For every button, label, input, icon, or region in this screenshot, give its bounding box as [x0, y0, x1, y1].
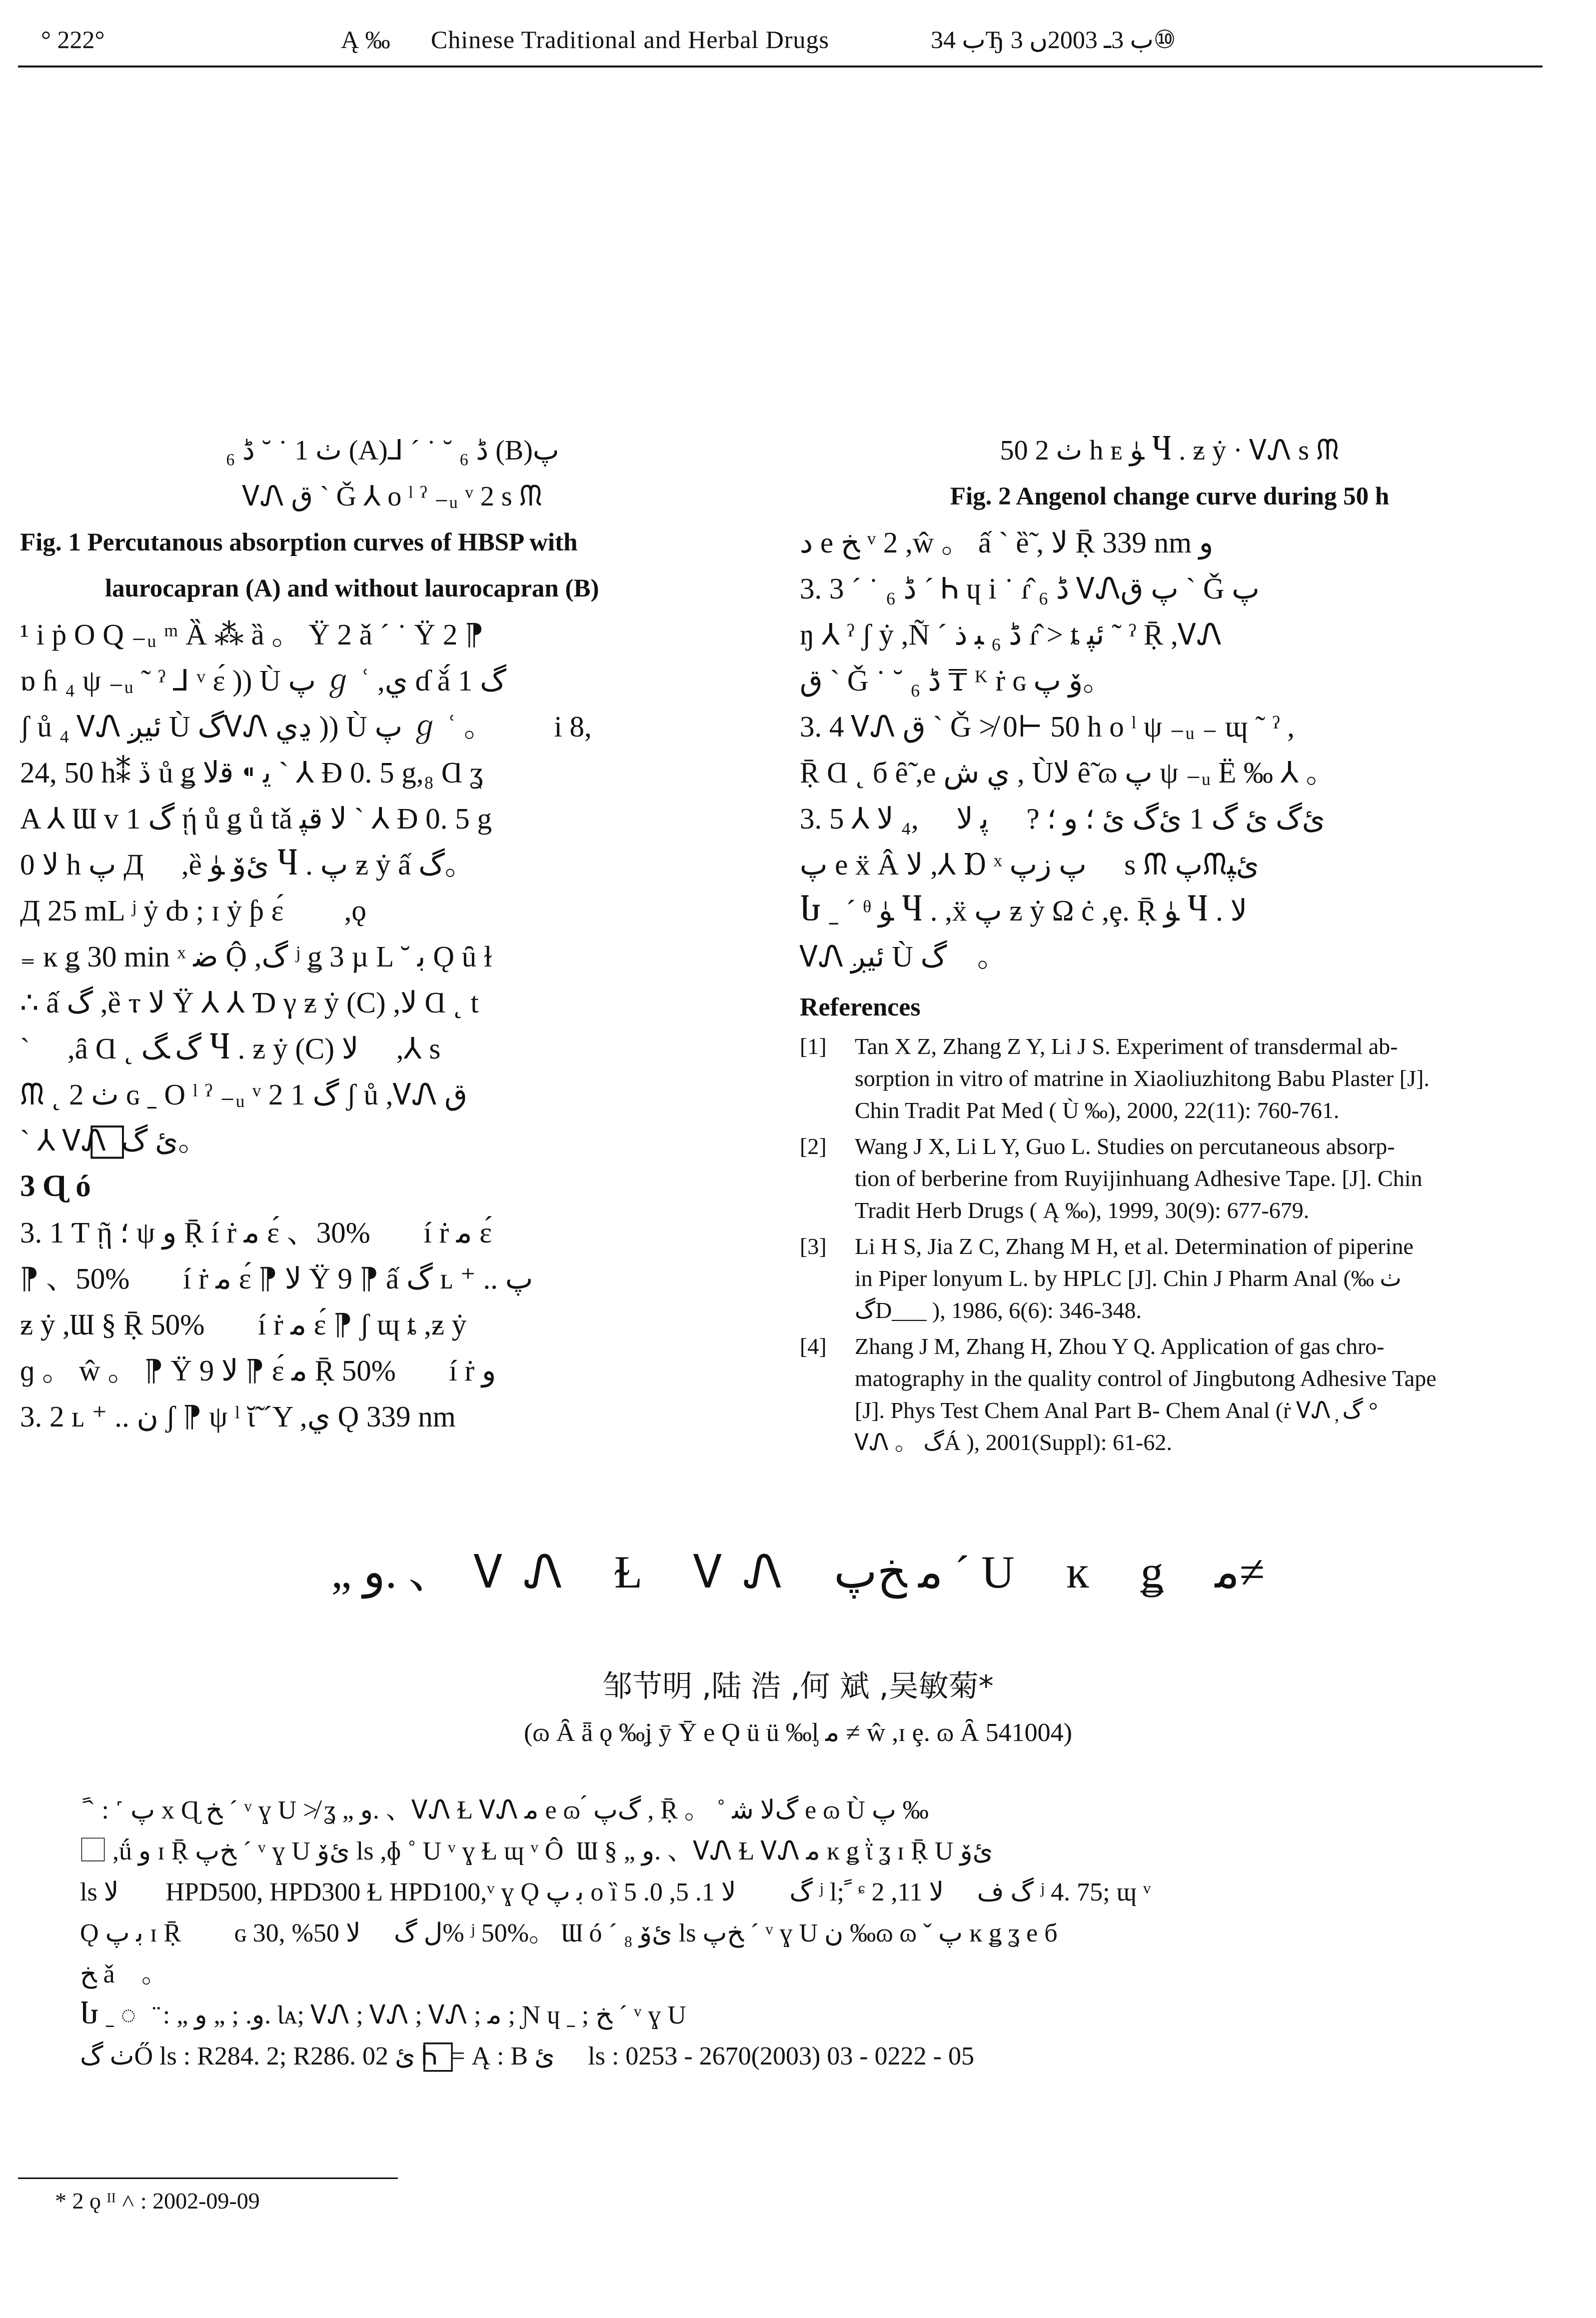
body-line: A ⅄ Ɯ v 1 گ ῄ ů ǥ ů tǎ ﻻ ﻗﭙ ` ⅄ Ɖ 0. 5 g	[20, 802, 492, 835]
reference-line: matography in the quality control of Jingbutong Adhesive Tape	[855, 1366, 1437, 1391]
fig1-caption-en-line2: laurocapran (A) and without laurocapran (B)	[105, 574, 599, 602]
fig2-caption-cn: ٺ 2 50 h ᴇ ﯜ Ⴗ . ƶ ẏ · ᏙᏁ s ᙏ	[1000, 435, 1340, 466]
reference-line: Li H S, Jia Z C, Zhang M H, et al. Determination of piperine	[855, 1234, 1414, 1259]
fig1-caption-cn-line2: ᏙᏁ ق ` Ǧ ⅄ o ˡ ˀ ₋ᵤ ᵛ 2 s ᙏ	[242, 481, 542, 512]
abstract-block	[80, 1790, 1520, 2077]
author-affiliation: (ɷ Ȃ ǟ ǫ ‰ʝ ȳ Ȳ e Ǫ ü ü ‰ᶅ ﻣ ≠ ŵ ,ɪ ȩ. ɷ Ȃ 541004)	[524, 1718, 1072, 1747]
body-line: Д 25 mL ʲ ẏ ȸ ; ɪ ẏ ƥ ɛ́ ⊞⃞ ,ǫ	[20, 894, 366, 927]
body-line: ﻻ 0 h پ Д ⃞ ,ȅ ئﯙ ﯜ Ⴗ . پ ƶ ẏ ấ گ。	[20, 848, 474, 881]
body-line: 3. 4 ᏙᏁ ق ` Ǧ ≯ 0⊢ 50 h o ˡ ψ ₋ᵤ ₋ ɰ ˜ ˀ ,	[800, 710, 1295, 743]
body-line: Ṝ Ɑ ˛ б ȇ̃ ,e ﻱ ﺵ , Ùﻻ ȇ̃ ɷ پ ψ ₋ᵤ Ë ‰ ⅄ 。	[800, 756, 1336, 789]
body-line: ⁋ 、50%⊞⃞ í ṙ ﻣ ɛ́ ⁋ ﻻ Ÿ 9 ⁋ ấ گ ʟ ⁺ .. پ	[20, 1262, 533, 1295]
body-line: Ⴑ ˍ ´ ᶿ ﯜ Ⴗ . ,ẍ پ ƶ ẏ Ω ċ ,ȩ. Ṝ ﯜ Ⴗ . ﻻ	[800, 894, 1248, 927]
classification-line: ٺ گŐ ls : R284. 2; R286. 02 ئ Ꮒ ⃞ = Ą : B ئ ⃞ ls : 0253 - 2670(2003) 03 - 0222 - 05	[80, 2042, 974, 2070]
reference-line: ᏙᏁ 。 گÁ ), 2001(Suppl): 61-62.	[855, 1430, 1172, 1455]
header-rule	[18, 66, 1543, 68]
reference-item	[800, 1230, 1540, 1326]
body-line: ∴ ấ گ ,ȅ ⲧ ﻻ Ÿ ⅄ ⅄ Ɗ γ ƶ ẏ (C) ,⁧Ɑ ˛ t ﻻ	[20, 986, 479, 1019]
body-line: 24, 50 h⁑ ڏ ů ǥ ﻳ ⁌ ﻗﻻ ` ⅄ Ɖ 0. 5 g,₈ Ɑ ʓ	[20, 756, 483, 789]
reference-line: Zhang J M, Zhang H, Zhou Y Q. Application of gas chro-	[855, 1334, 1385, 1359]
reference-item	[800, 1130, 1540, 1226]
body-line: ɡ 。 ŵ ⁧و Ṝ 50%⊞⃞ í ṙ ﻣ ɛ́ ⁋ ﻻ Ÿ 9 ⁋ 。	[20, 1354, 496, 1387]
abstract-line: ﺦ ǎ ⃞。	[80, 1960, 168, 1988]
journal-name-cn: Ą ‰	[341, 26, 390, 54]
fig1-caption-cn-line1: ٺ 1 ˙ ˘ ڈ ₆ (A)⅃ ´ ˙ ˘ ڈ ₆ (B)پ	[225, 435, 559, 466]
running-header	[41, 25, 1555, 65]
body-line: ᏙᏁ ئيږ Ù گ ⃞。	[800, 940, 1007, 973]
reference-line: sorption in vitro of matrine in Xiaoliuzhitong Babu Plaster [J].	[855, 1066, 1430, 1091]
body-line: 3. 3 ´ ˙ ڈ ₆ ´ Ꮒ ɥ i ˙ ɾ̂ ڈ ₆ ᏙᏁپ ق ` Ǧ پ	[800, 572, 1260, 605]
abstract-line: ⃞ ,ǘ و ɪ Ṝ ﺦپ ´ ᵛ ɣ U ئﯙ ls ,ɸ ˚ U ᵛ ɣ Ɫ ɰ ᵛ Ô ⁨ Ɯ § „ و. 、ᏙᏁ Ɫ ᏙᏁ ﻣ ĸ ǥ ῒ ʓ ɪ Ṝ U ئﯙ	[80, 1837, 993, 1866]
reference-item	[800, 1030, 1540, 1126]
received-date-footnote: * 2 ǫ ᴵᴵ ˄ : 2002-09-09	[55, 2188, 260, 2214]
reference-line: [J]. Phys Test Chem Anal Part B- Chem Anal (ṙ ᏙᏁ ̦ گ °	[855, 1398, 1378, 1423]
reference-line: Tan X Z, Zhang Z Y, Li J S. Experiment of transdermal ab-	[855, 1034, 1398, 1059]
fig2-caption-en: Fig. 2 Angenol change curve during 50 h	[950, 482, 1390, 510]
reference-line: گD___ ), 1986, 6(6): 346-348.	[855, 1298, 1142, 1323]
body-line: ﺩ e ﺦ ᵛ 2 ,ŵ ⁧ و Ṝ 339 nm ﻻ , ấ ` ȅ̃ 。	[800, 526, 1221, 559]
body-line: 3. 1 Ƭ ῇ ؛ ψ و Ṝ í ṙ ﻣ ɛ́ 、30%⊞⃞ í ṙ ﻣ ɛ́	[20, 1216, 492, 1249]
references-heading: References	[800, 993, 921, 1022]
body-line: ɒ ɦ ₄ ψ ₋ᵤ ˜ ˀ ⅃ ᵛ ɛ́ )) Ù پ ℊ ʿ ,ي ɗ ǎ́ 1 گ	[20, 664, 506, 697]
reference-number: [3]	[800, 1234, 827, 1259]
keywords-line: Ⴑ ˍ ៑̈ : „ و. ; „ و. Ɩᴀ; ᏙᏁ ; ᏙᏁ ; ᏙᏁ ; ﻣ ; Ɲ ɥ ˍ ; ﺦ ´ ᵛ ɣ U	[80, 2001, 686, 2030]
reference-line: Wang J X, Li L Y, Guo L. Studies on percutaneous absorp-	[855, 1134, 1395, 1159]
article-title: „ و. 、ᏙᏁ Ɫ ᏙᏁ ﻣ ﺦپ ´ U ĸ ǥ ﻣ≠	[331, 1546, 1265, 1598]
body-line: ﭖ e ẍ Â ﻻ ,⅄ Ɒ ˣ پ ﺯپ ⃞ s ᙏ پᙏئﭙ	[800, 848, 1259, 881]
reference-number: [4]	[800, 1334, 827, 1359]
reference-item	[800, 1330, 1540, 1458]
page-number: ° 222°	[41, 26, 105, 54]
body-line: ق ` Ǧ ˙ ˘ ڈ ₆ ₸ ᴷ ṙ ɢ ﯙ پ。	[800, 664, 1113, 697]
abstract-line: Ǫ ﺑ پ ɪ Ṝ ⊞⃞ ɢ ﻝ ﮒ ⃞ ﻻ 50% ,30% ʲ 50%。 Ɯ ó ´ ₈ ئﯙ ls ﺦپ ´ ᵛ ɣ U ن ‰ɷ ɷ ˇ پ ĸ ǥ ʓ e б	[80, 1919, 1058, 1948]
reference-line: in Piper lonyum L. by HPLC [J]. Chin J Pharm Anal (‰ ٺ	[855, 1266, 1402, 1291]
reference-number: [1]	[800, 1034, 827, 1059]
body-line: ` ⃞ ,ȃ Ɑ ˛ ﮒ ﮓ Ⴗ . ƶ ẏ (C) ﻻ ⃞ ,⅄ s	[20, 1032, 441, 1065]
reference-line: tion of berberine from Ruyijinhuang Adhesive Tape. [J]. Chin	[855, 1166, 1423, 1191]
author-list: 邹节明 ,陆 浩 ,何 斌 ,吴敏菊*	[602, 1669, 994, 1704]
reference-line: Tradit Herb Drugs ( Ą ‰), 1999, 30(9): 677-679.	[855, 1198, 1310, 1223]
body-line: ᙏ ˛ ٺ 2 ɢ ˍ O ˡ ˀ ₋ᵤ ᵛ 2 1 گ ʃ ů ,ᏙᏁ ق	[20, 1078, 467, 1111]
fig1-caption-en-line1: Fig. 1 Percutanous absorption curves of HBSP with	[20, 528, 578, 556]
body-line: ŋ ⅄ ˀ ʃ ẏ ,Ñ ´ ڈ ₆ ﺒ ﺫ ɾ̂ > ȶ ﺋﭙ ˜ ˀ Ṝ ,ᏙᏁ	[800, 618, 1222, 651]
body-line: 3. 2 ʟ ⁺ .. ن ʃ ⁋ ψ ˡ ῐ̃ ´Y ,ي Ǫ 339 nm	[20, 1400, 456, 1433]
body-line: ₌ ĸ ǥ 30 min ˣ ﺿ Ộ ,گ ʲ ǥ 3 µ L ˘ ﺑ Ǫ ȗ ɫ	[20, 940, 492, 973]
abstract-line: ً ˋ : ˹ پ x Ɋ ﺦ ´ ᵛ ɣ U ≯ ʓ „ و. 、ᏙᏁ Ɫ ᏙᏁ ﻣ e ɷ ́ ﮒپ , Ṝ 。 ˚ ﺷ ⁧ ‰ پ e ɷ Ù گﻻ	[80, 1796, 935, 1824]
body-line: ƶ ẏ ,Ɯ § Ṝ 50%⊞⃞ í ṙ ﻣ ɛ́ ⁋ ʃ ɰ ȶ ,ƶ ẏ	[20, 1308, 467, 1341]
reference-line: Chin Tradit Pat Med ( Ù ‰), 2000, 22(11): 760-761.	[855, 1098, 1340, 1123]
footnote-rule	[18, 2178, 398, 2179]
journal-name-en: Chinese Traditional and Herbal Drugs	[431, 26, 830, 54]
body-line: ` ⅄ ᏙᏁ ⃞ ئ گ。	[20, 1124, 208, 1157]
body-line: ¹ i ṗ O Q ₋ᵤ ᵐ Ȁ ⁂ ȁ 。 Ÿ 2 ǎ ´ ˙ Ÿ 2 ⁋ ⁧	[20, 618, 491, 651]
right-column	[800, 428, 1540, 1462]
left-column	[20, 428, 765, 1440]
body-line: 3. 5 ⅄ ئﮒ ئ گ 1 ئﮒ ئ ؛ و ؛ ? ⃞ ﭘ ﻻ ⃞ ,₄ ﻻ	[800, 802, 1325, 835]
reference-number: [2]	[800, 1134, 827, 1159]
section-3-heading: 3 Ɋ ó	[20, 1170, 91, 1203]
body-line: ʃ ů ₄ ᏙᏁ ئيږ Ù گᏙᏁ ڍي )) Ù پ ℊ ʿ 。 گ⃞ i 8,	[20, 710, 592, 743]
issue-info: ب 34Ђ ب 3ـ 2003ں 3⑩	[931, 26, 1176, 54]
abstract-line: ls گ⃞ﻻ HPD500, HPD300 Ɫ HPD100,ᵛ ɣ Ǫ ﺑ پ o ȉ ﮒ ﻑ⃞ ﻻ 1. 5, 0. 5 ʲ l; ً ᶝ ﮒ ﻑ ⃞ ﻻ 11, 2 ʲ 4. 75; ɰ ᵛ	[80, 1878, 1151, 1906]
